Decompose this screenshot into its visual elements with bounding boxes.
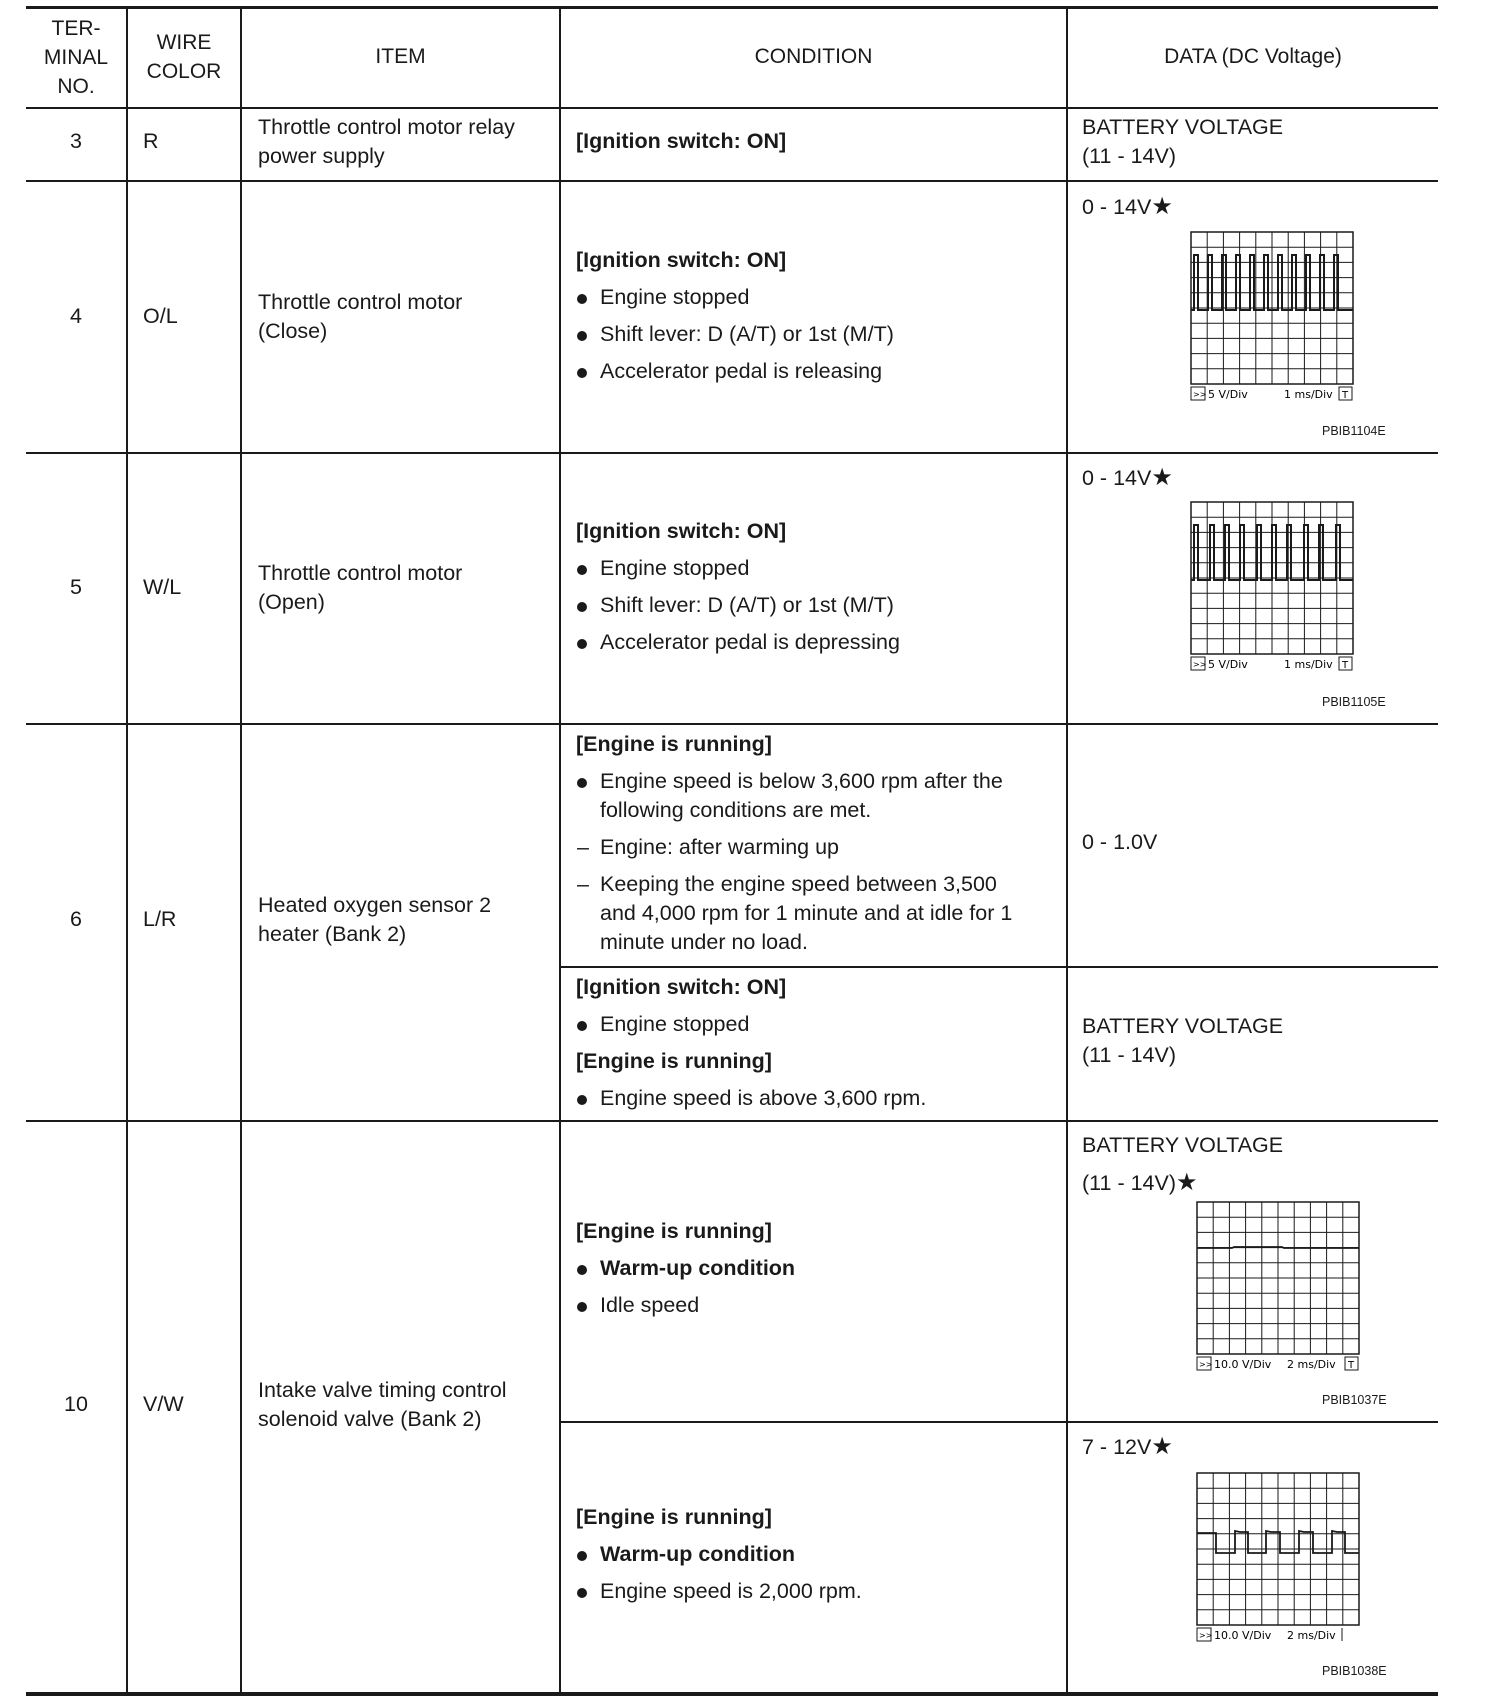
scope-volt-div: 10.0 V/Div [1214, 1629, 1272, 1642]
condition-heading: [Ignition switch: ON] [576, 975, 787, 999]
header-rule [26, 107, 1438, 109]
data-value: BATTERY VOLTAGE (11 - 14V)★ [1082, 1133, 1284, 1196]
terminal-no: 6 [70, 907, 82, 931]
wire-color: V/W [143, 1392, 184, 1416]
svg-text:T: T [1348, 1360, 1355, 1371]
data-value: BATTERY VOLTAGE (11 - 14V) [1082, 1014, 1284, 1067]
figure-code: PBIB1037E [1322, 1393, 1387, 1407]
svg-text:T: T [1342, 660, 1349, 671]
bullet-dot-icon [577, 639, 587, 649]
terminal-no: 10 [64, 1392, 88, 1416]
oscilloscope-waveform [1166, 500, 1362, 676]
scope-volt-div: 10.0 V/Div [1214, 1358, 1272, 1371]
data-value: 7 - 12V★ [1082, 1433, 1173, 1460]
bullet-dot-icon [577, 1021, 587, 1031]
bullet-dot-icon [577, 565, 587, 575]
bullet-dot-icon [577, 1265, 587, 1275]
col-rule [240, 6, 242, 1694]
item-text: Heated oxygen sensor 2 heater (Bank 2) [258, 893, 492, 946]
scope-time-div: 2 ms/Div [1287, 1358, 1336, 1371]
data-value: BATTERY VOLTAGE (11 - 14V) [1082, 115, 1284, 168]
figure-code: PBIB1038E [1322, 1664, 1387, 1678]
condition-heading: [Engine is running] [576, 732, 772, 756]
item-text: Throttle control motor (Open) [258, 561, 463, 614]
sub-row-rule [561, 966, 1438, 968]
svg-text:>>: >> [1193, 390, 1207, 399]
row-rule [26, 1120, 1438, 1122]
row-rule [26, 452, 1438, 454]
condition-heading: [Engine is running] [576, 1505, 772, 1529]
header-terminal: TER- MINAL NO. [43, 17, 109, 98]
table-bottom-rule [26, 1692, 1438, 1696]
bullet-dot-icon [577, 1302, 587, 1312]
row-rule [26, 180, 1438, 182]
col-rule [559, 6, 561, 1694]
condition-heading: [Ignition switch: ON] [576, 129, 787, 153]
data-value: 0 - 1.0V [1082, 830, 1158, 854]
condition-heading: [Ignition switch: ON] [576, 519, 787, 543]
condition-heading: [Ignition switch: ON] [576, 248, 787, 272]
bullet-dot-icon [577, 778, 587, 788]
scope-time-div: 1 ms/Div [1284, 658, 1333, 671]
bullet-dot-icon [577, 294, 587, 304]
scope-volt-div: 5 V/Div [1208, 658, 1248, 671]
row-rule [26, 723, 1438, 725]
dash-icon: – [577, 872, 589, 896]
star-icon: ★ [1151, 193, 1173, 220]
oscilloscope-waveform [1166, 230, 1362, 406]
col-rule [1066, 6, 1068, 1694]
bullet-dot-icon [577, 602, 587, 612]
table-top-rule [26, 6, 1438, 9]
figure-code: PBIB1104E [1322, 424, 1386, 438]
svg-text:>>: >> [1199, 1631, 1213, 1640]
header-item: ITEM [375, 45, 426, 68]
item-text: Intake valve timing control solenoid valve (Bank 2) [258, 1378, 507, 1431]
condition-heading: [Engine is running] [576, 1049, 772, 1073]
bullet-dot-icon [577, 368, 587, 378]
sub-row-rule [561, 1421, 1438, 1423]
data-value: 0 - 14V★ [1082, 464, 1173, 491]
scope-volt-div: 5 V/Div [1208, 388, 1248, 401]
col-rule [126, 6, 128, 1694]
star-icon: ★ [1151, 464, 1173, 491]
star-icon: ★ [1151, 1433, 1173, 1460]
scope-time-div: 1 ms/Div [1284, 388, 1333, 401]
svg-text:>>: >> [1193, 660, 1207, 669]
oscilloscope-waveform [1172, 1471, 1368, 1647]
data-value: 0 - 14V★ [1082, 193, 1173, 220]
wire-color: W/L [143, 575, 182, 599]
star-icon: ★ [1176, 1169, 1198, 1196]
wire-color: O/L [143, 304, 178, 328]
svg-text:>>: >> [1199, 1360, 1213, 1369]
item-text: Throttle control motor relay power supply [258, 115, 515, 168]
terminal-no: 5 [70, 575, 82, 599]
dash-icon: – [577, 835, 589, 859]
bullet-dot-icon [577, 1095, 587, 1105]
terminal-no: 4 [70, 304, 82, 328]
figure-code: PBIB1105E [1322, 695, 1386, 709]
terminal-no: 3 [70, 129, 82, 153]
header-condition: CONDITION [754, 45, 873, 68]
bullet-dot-icon [577, 331, 587, 341]
wire-color: L/R [143, 907, 177, 931]
item-text: Throttle control motor (Close) [258, 290, 463, 343]
header-data: DATA (DC Voltage) [1164, 45, 1342, 68]
header-wire-color: WIRE COLOR [146, 31, 222, 83]
svg-text:T: T [1342, 390, 1349, 401]
terminal-table: TER- MINAL NO. WIRE COLOR ITEM CONDITION DATA (DC Voltage) 3 R Throttle control motor relay power supply [Ignition switch: ON] BATTERY VOLTAGE (11 - 14V) 4 O/L Throttle control motor (Close) [Ignition switch: ON] Engine stopped Shift lever: D (A/T) or 1st (M/T) Accelerator pedal is releasing 0 - 14V★ >> T 5 V/Div 1 ms/Div PBIB1104E 5 W/L Throttle control motor (Open) [Ignition switch: ON] Engine stopped Shift lever: D (A/T) or 1st (M/T) Accelerator pedal is depressing 0 - 14V★ >> T 5 V/Div 1 ms/Div PBIB1105E 6 L/R Heated oxygen sensor 2 heater (Bank 2) [Engine is running] Engine speed is below 3,600 rpm after the following conditions are met. – Engine: after warming up – Keeping the engine speed between 3,500 and 4,000 rpm for 1 minute and at idle for 1 minute under no load. 0 - 1.0V [Ignition switch: ON] Engine stopped [Engine is running] Engine speed is above 3,600 rpm. BATTERY VOLTAGE (11 - 14V) 10 V/W Intake valve timing control solenoid valve (Bank 2) [Engine is running] Warm-up condition Idle speed BATTERY VOLTAGE (11 - 14V)★ >> T 10.0 V/Div 2 ms/Div PBIB1037E [Engine is running] Warm-up condition Engine speed is 2,000 rpm. 7 - 12V★ >> 10.0 V/Div 2 ms/Div PBIB1038E [26, 6, 1438, 1696]
oscilloscope-waveform [1172, 1200, 1368, 1376]
bullet-dot-icon [577, 1551, 587, 1561]
scope-time-div: 2 ms/Div [1287, 1629, 1336, 1642]
condition-heading: [Engine is running] [576, 1219, 772, 1243]
bullet-dot-icon [577, 1588, 587, 1598]
wire-color: R [143, 129, 159, 153]
